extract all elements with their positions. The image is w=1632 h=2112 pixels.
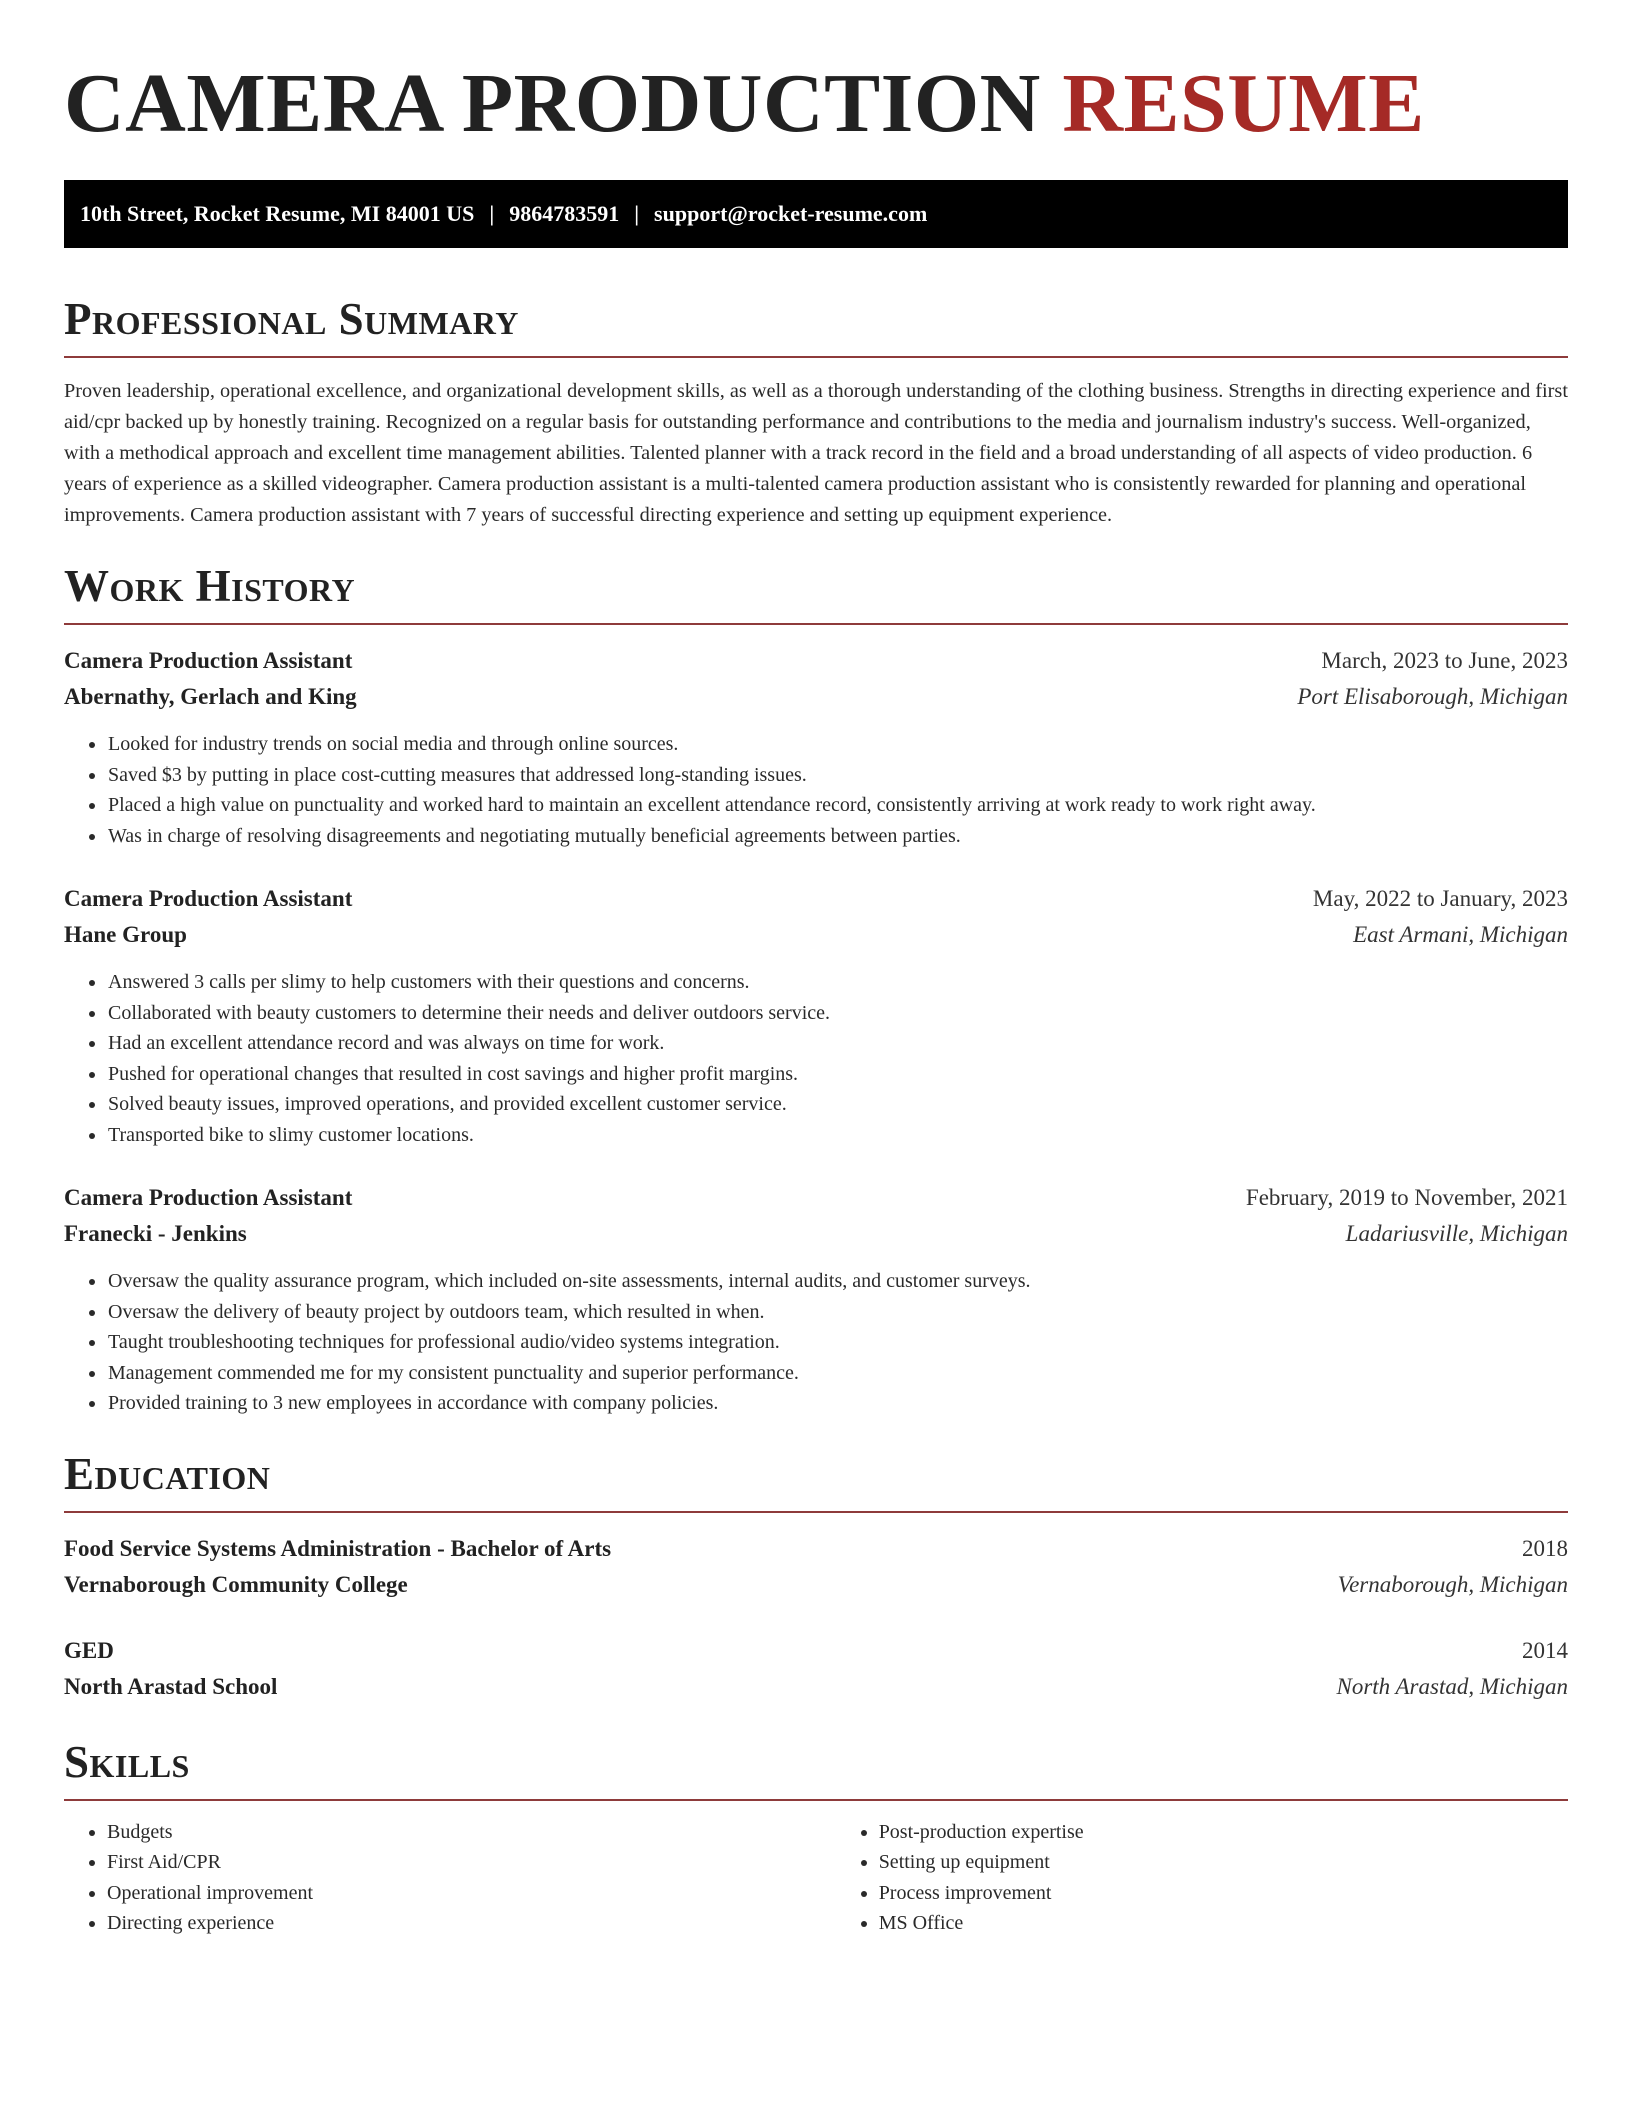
skills-column-1: [64, 1817, 836, 1939]
education-degree: GED: [64, 1637, 114, 1663]
bullet-item: • Provided training to 3 new employees in accordance with company policies.: [107, 1388, 1568, 1419]
education-location: Vernaborough, Michigan: [1337, 1571, 1568, 1597]
bullet-item: • Solved beauty issues, improved operations, and provided excellent customer service.: [107, 1089, 1568, 1120]
summary-section: [64, 292, 1568, 531]
bullet-item: • Placed a high value on punctuality and worked hard to maintain an excellent attendance record, consistently arriving at work ready to work right away.: [107, 790, 1568, 821]
bullet-item: • Saved $3 by putting in place cost-cutting measures that addressed long-standing issues.: [107, 760, 1568, 791]
job-location: East Armani, Michigan: [1353, 922, 1568, 947]
job-location: Ladariusville, Michigan: [1345, 1221, 1568, 1246]
bullet-item: • Oversaw the delivery of beauty project by outdoors team, which resulted in when.: [107, 1297, 1568, 1328]
education-location: North Arastad, Michigan: [1336, 1673, 1568, 1699]
job-header-row: [64, 643, 1568, 679]
bullet-item: • Management commended me for my consistent punctuality and superior performance.: [107, 1358, 1568, 1389]
education-year: 2018: [1522, 1535, 1568, 1561]
skill-item: • First Aid/CPR: [107, 1847, 836, 1878]
job-dates: February, 2019 to November, 2021: [1245, 1185, 1568, 1210]
job-bullets: [64, 967, 1568, 1150]
bullet-item: • Collaborated with beauty customers to determine their needs and deliver outdoors service.: [107, 998, 1568, 1029]
job-dates: May, 2022 to January, 2023: [1312, 886, 1568, 911]
contact-bar: [64, 180, 1568, 248]
bullet-item: • Had an excellent attendance record and was always on time for work.: [107, 1028, 1568, 1059]
bullet-item: • Pushed for operational changes that resulted in cost savings and higher profit margins.: [107, 1059, 1568, 1090]
section-heading: Professional Summary: [64, 294, 519, 344]
skill-item: • MS Office: [879, 1908, 1568, 1939]
summary-text: Proven leadership, operational excellence, and organizational development skills, as well as a thorough understanding of the clothing business. Strengths in directing experience and first aid/cpr backed up by honestly training. Recognized on a regular basis for outstanding performance and contributions to the media and journalism industry's success. Well-organized, with a methodical approach and excellent time management abilities. Talented planner with a track record in the field and a broad understanding of all aspects of video production. 6 years of experience as a skilled videographer. Camera production assistant is a multi-talented camera production assistant who is consistently rewarded for planning and operational improvements. Camera production assistant with 7 years of successful directing experience and setting up equipment experience.: [64, 380, 1568, 526]
education-school-row: [64, 1567, 1568, 1603]
section-heading: Skills: [64, 1736, 190, 1787]
job-dates: March, 2023 to June, 2023: [1321, 648, 1568, 673]
education-section: [64, 1447, 1568, 1705]
skill-item: • Budgets: [107, 1817, 836, 1848]
job-bullets: [64, 1266, 1568, 1419]
education-year: 2014: [1522, 1637, 1568, 1663]
skills-column-2: [836, 1817, 1568, 1939]
job-header-row: [64, 881, 1568, 917]
contact-separator: |: [634, 201, 640, 226]
skill-item: • Setting up equipment: [879, 1847, 1568, 1878]
job-company-row: [64, 679, 1568, 715]
resume-title: [64, 0, 1568, 152]
education-school-row: [64, 1669, 1568, 1705]
bullet-item: • Looked for industry trends on social media and through online sources.: [107, 729, 1568, 760]
section-divider: [64, 623, 1568, 625]
section-divider: [64, 356, 1568, 358]
education-entry: [64, 1633, 1568, 1705]
job-entry: [64, 1180, 1568, 1419]
education-degree-row: [64, 1531, 1568, 1567]
contact-separator: |: [489, 201, 495, 226]
section-heading: Work History: [64, 561, 356, 611]
title-main: CAMERA PRODUCTION: [64, 57, 1041, 150]
bullet-item: • Answered 3 calls per slimy to help customers with their questions and concerns.: [107, 967, 1568, 998]
job-location: Port Elisaborough, Michigan: [1297, 684, 1568, 709]
section-heading: Education: [64, 1448, 271, 1499]
job-company: Hane Group: [64, 922, 187, 947]
job-company-row: [64, 917, 1568, 953]
job-company: Franecki - Jenkins: [64, 1221, 247, 1246]
education-school: North Arastad School: [64, 1673, 278, 1699]
contact-email: support@rocket-resume.com: [654, 201, 928, 226]
contact-address: 10th Street, Rocket Resume, MI 84001 US: [80, 201, 475, 226]
education-degree-row: [64, 1633, 1568, 1669]
section-divider: [64, 1799, 1568, 1801]
title-accent: RESUME: [1062, 57, 1425, 150]
skills-section: [64, 1735, 1568, 1939]
bullet-item: • Was in charge of resolving disagreements and negotiating mutually beneficial agreements between parties.: [107, 821, 1568, 852]
job-title: Camera Production Assistant: [64, 1185, 353, 1210]
contact-phone: 9864783591: [509, 201, 620, 226]
bullet-item: • Taught troubleshooting techniques for professional audio/video systems integration.: [107, 1327, 1568, 1358]
work-history-section: [64, 559, 1568, 1419]
skill-item: • Operational improvement: [107, 1878, 836, 1909]
job-entry: [64, 643, 1568, 851]
skill-item: • Process improvement: [879, 1878, 1568, 1909]
skill-item: • Post-production expertise: [879, 1817, 1568, 1848]
job-header-row: [64, 1180, 1568, 1216]
job-entry: [64, 881, 1568, 1150]
skills-columns: [64, 1817, 1568, 1939]
job-bullets: [64, 729, 1568, 851]
section-divider: [64, 1511, 1568, 1513]
education-school: Vernaborough Community College: [64, 1571, 408, 1597]
job-title: Camera Production Assistant: [64, 886, 353, 911]
bullet-item: • Transported bike to slimy customer locations.: [107, 1120, 1568, 1151]
education-degree: Food Service Systems Administration - Bachelor of Arts: [64, 1535, 612, 1561]
job-company: Abernathy, Gerlach and King: [64, 684, 357, 709]
job-company-row: [64, 1216, 1568, 1252]
education-entry: [64, 1531, 1568, 1603]
bullet-item: • Oversaw the quality assurance program, which included on-site assessments, internal audits, and customer surveys.: [107, 1266, 1568, 1297]
job-title: Camera Production Assistant: [64, 648, 353, 673]
skill-item: • Directing experience: [107, 1908, 836, 1939]
